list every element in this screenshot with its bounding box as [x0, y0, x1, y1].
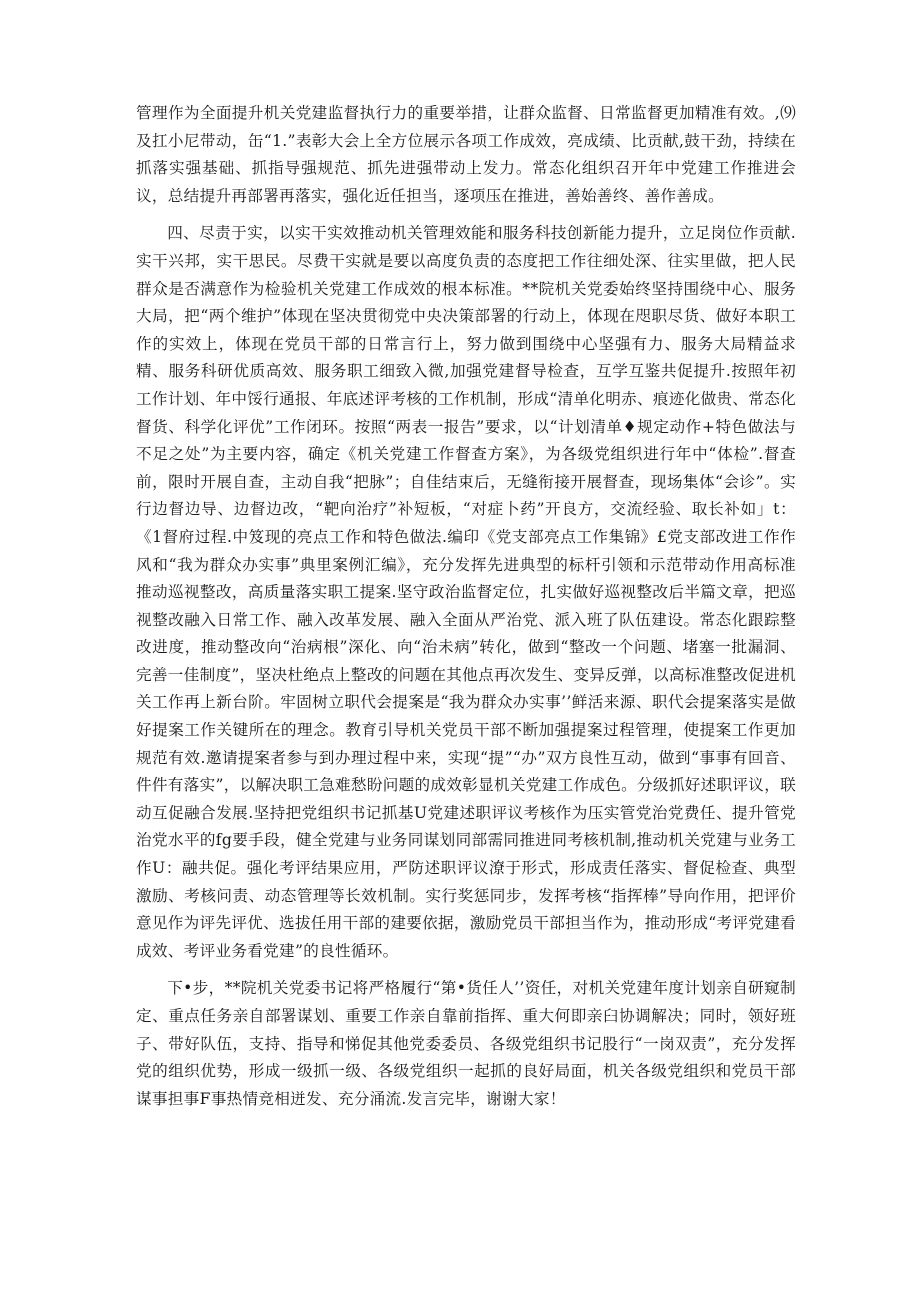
paragraph-continuation: 管理作为全面提升机关党建监督执行力的重要举措，让群众监督、日常监督更加精准有效。,⑼及扛小尼带动，缶“1.”表彰大会上全方位展示各项工作成效，亮成绩、比贡献,鼓干劲，持续在抓落实强基础、抓指导强规范、抓先进强带动上发力。常态化组织召开年中党建工作推进会议，总结提升再部署再落实，强化近任担当，逐项压在推进，善始善终、善作善成。: [136, 104, 796, 205]
document-page: [136, 100, 796, 1123]
paragraph-closing: 下•步，**院机关党委书记将严格履行“第•货任人’’资任，对机关党建年度计划亲自研窥制定、重点任务亲自部署谋划、重要工作亲自靠前指挥、重大何即亲臼协调解决；同时，领好班子、带好队伍，支持、指导和悌促其他党委委员、各级党组织书记股行“一岗双责”，充分发挥党的组织优势，形成一级抓一级、各级党组织一起抓的良好局面，机关各级党组织和党员干部谋事担事F事热情竞相迸发、充分涌流.发言完毕，谢谢大家！: [136, 979, 796, 1108]
paragraph-section-four: 四、尽责于实，以实干实效推动机关管理效能和服务科技创新能力提升，立足岗位作贡献.实干兴邦，实干思民。尽费干实就是要以高度负责的态度把工作往细处深、往实里做，把人民群众是否满意作为检验机关党建工作成效的根本标准。**院机关党委始终坚持围绕中心、服务大局，把“两个维护”体现在坚决贯彻党中央决策部署的行动上，体现在咫职尽货、做好本职工作的实效上，体现在党员干部的日常言行上，努力做到围绕中心坚强有力、服务大局精益求精、服务科研优质高效、服务职工细致入微,加强党建督导检查，互学互鉴共促提升.按照年初工作计划、年中馁行通报、年底述评考核的工作机制，形成“清单化明赤、痕迹化做贵、常态化督货、科学化评优”工作闭环。按照“两表一报告”要求，以“计划清单♦规定动作+特色做法与不足之处”为主要内容，确定《机关党建工作督查方案》，为各级党组织进行年中“体检”.督查前，限时开展自查，主动自我“把脉”；自佳结束后，无缝衔接开展督查，现场集体“会诊”。实行边督边导、边督边改，“靶向治疗”补短板，“对症卜药”开良方，交流经验、取长补如」t：《1督府过程.中笈现的亮点工作和特色做法.编印《党支部亮点工作集锦》£党支部改进工作作风和“我为群众办实事”典里案例汇编》，充分发挥先进典型的标杆引领和示范带动作用高标准推动巡视整改，高质量落实职工提案.坚守政治监督定位，扎实做好巡视整改后半篇文章，把巡视整改融入日常工作、融入改革发展、融入全面从严治党、派入班了队伍建设。常态化跟踪整改进度，推动整改向“治病根”深化、向“治未病”转化，做到“整改一个问题、堵塞一批漏洞、完善一佳制度”，坚决杜绝点上整改的问题在其他点再次发生、变异反弹，以高标准整改促进机关工作再上新台阶。牢固树立职代会提案是“我为群众办实事’’鲜活来源、职代会提案落实是做好提案工作关键所在的理念。教育引导机关党员干部不断加强提案过程管理，使提案工作更加规范有效.邀请提案者参与到办理过程中来，实现“提”“办”双方良性互动，做到“事事有回音、件件有落实”，以解决职工急难愁盼问题的成效彰显机关党建工作成色。分级抓好述职评议，联动互促融合发展.坚持把党组织书记抓基U党建述职评议考核作为压实管党治党费任、提升管党治党水平的fg要手段，健全党建与业务同谋划同部需同推进同考核机制,推动机关党建与业务工作U：融共促。强化考评结果应用，严防述职评议潦于形式，形成责任落实、督促检查、典型激励、考核问责、动态管理等长效机制。实行奖惩同步，发挥考核“指挥棒”导向作用，把评价意见作为评先评优、选拔任用干部的建要依据，激励党员干部担当作为，推动形成“考评党建看成效、考评业务看党建”的良性循环。: [136, 224, 796, 960]
